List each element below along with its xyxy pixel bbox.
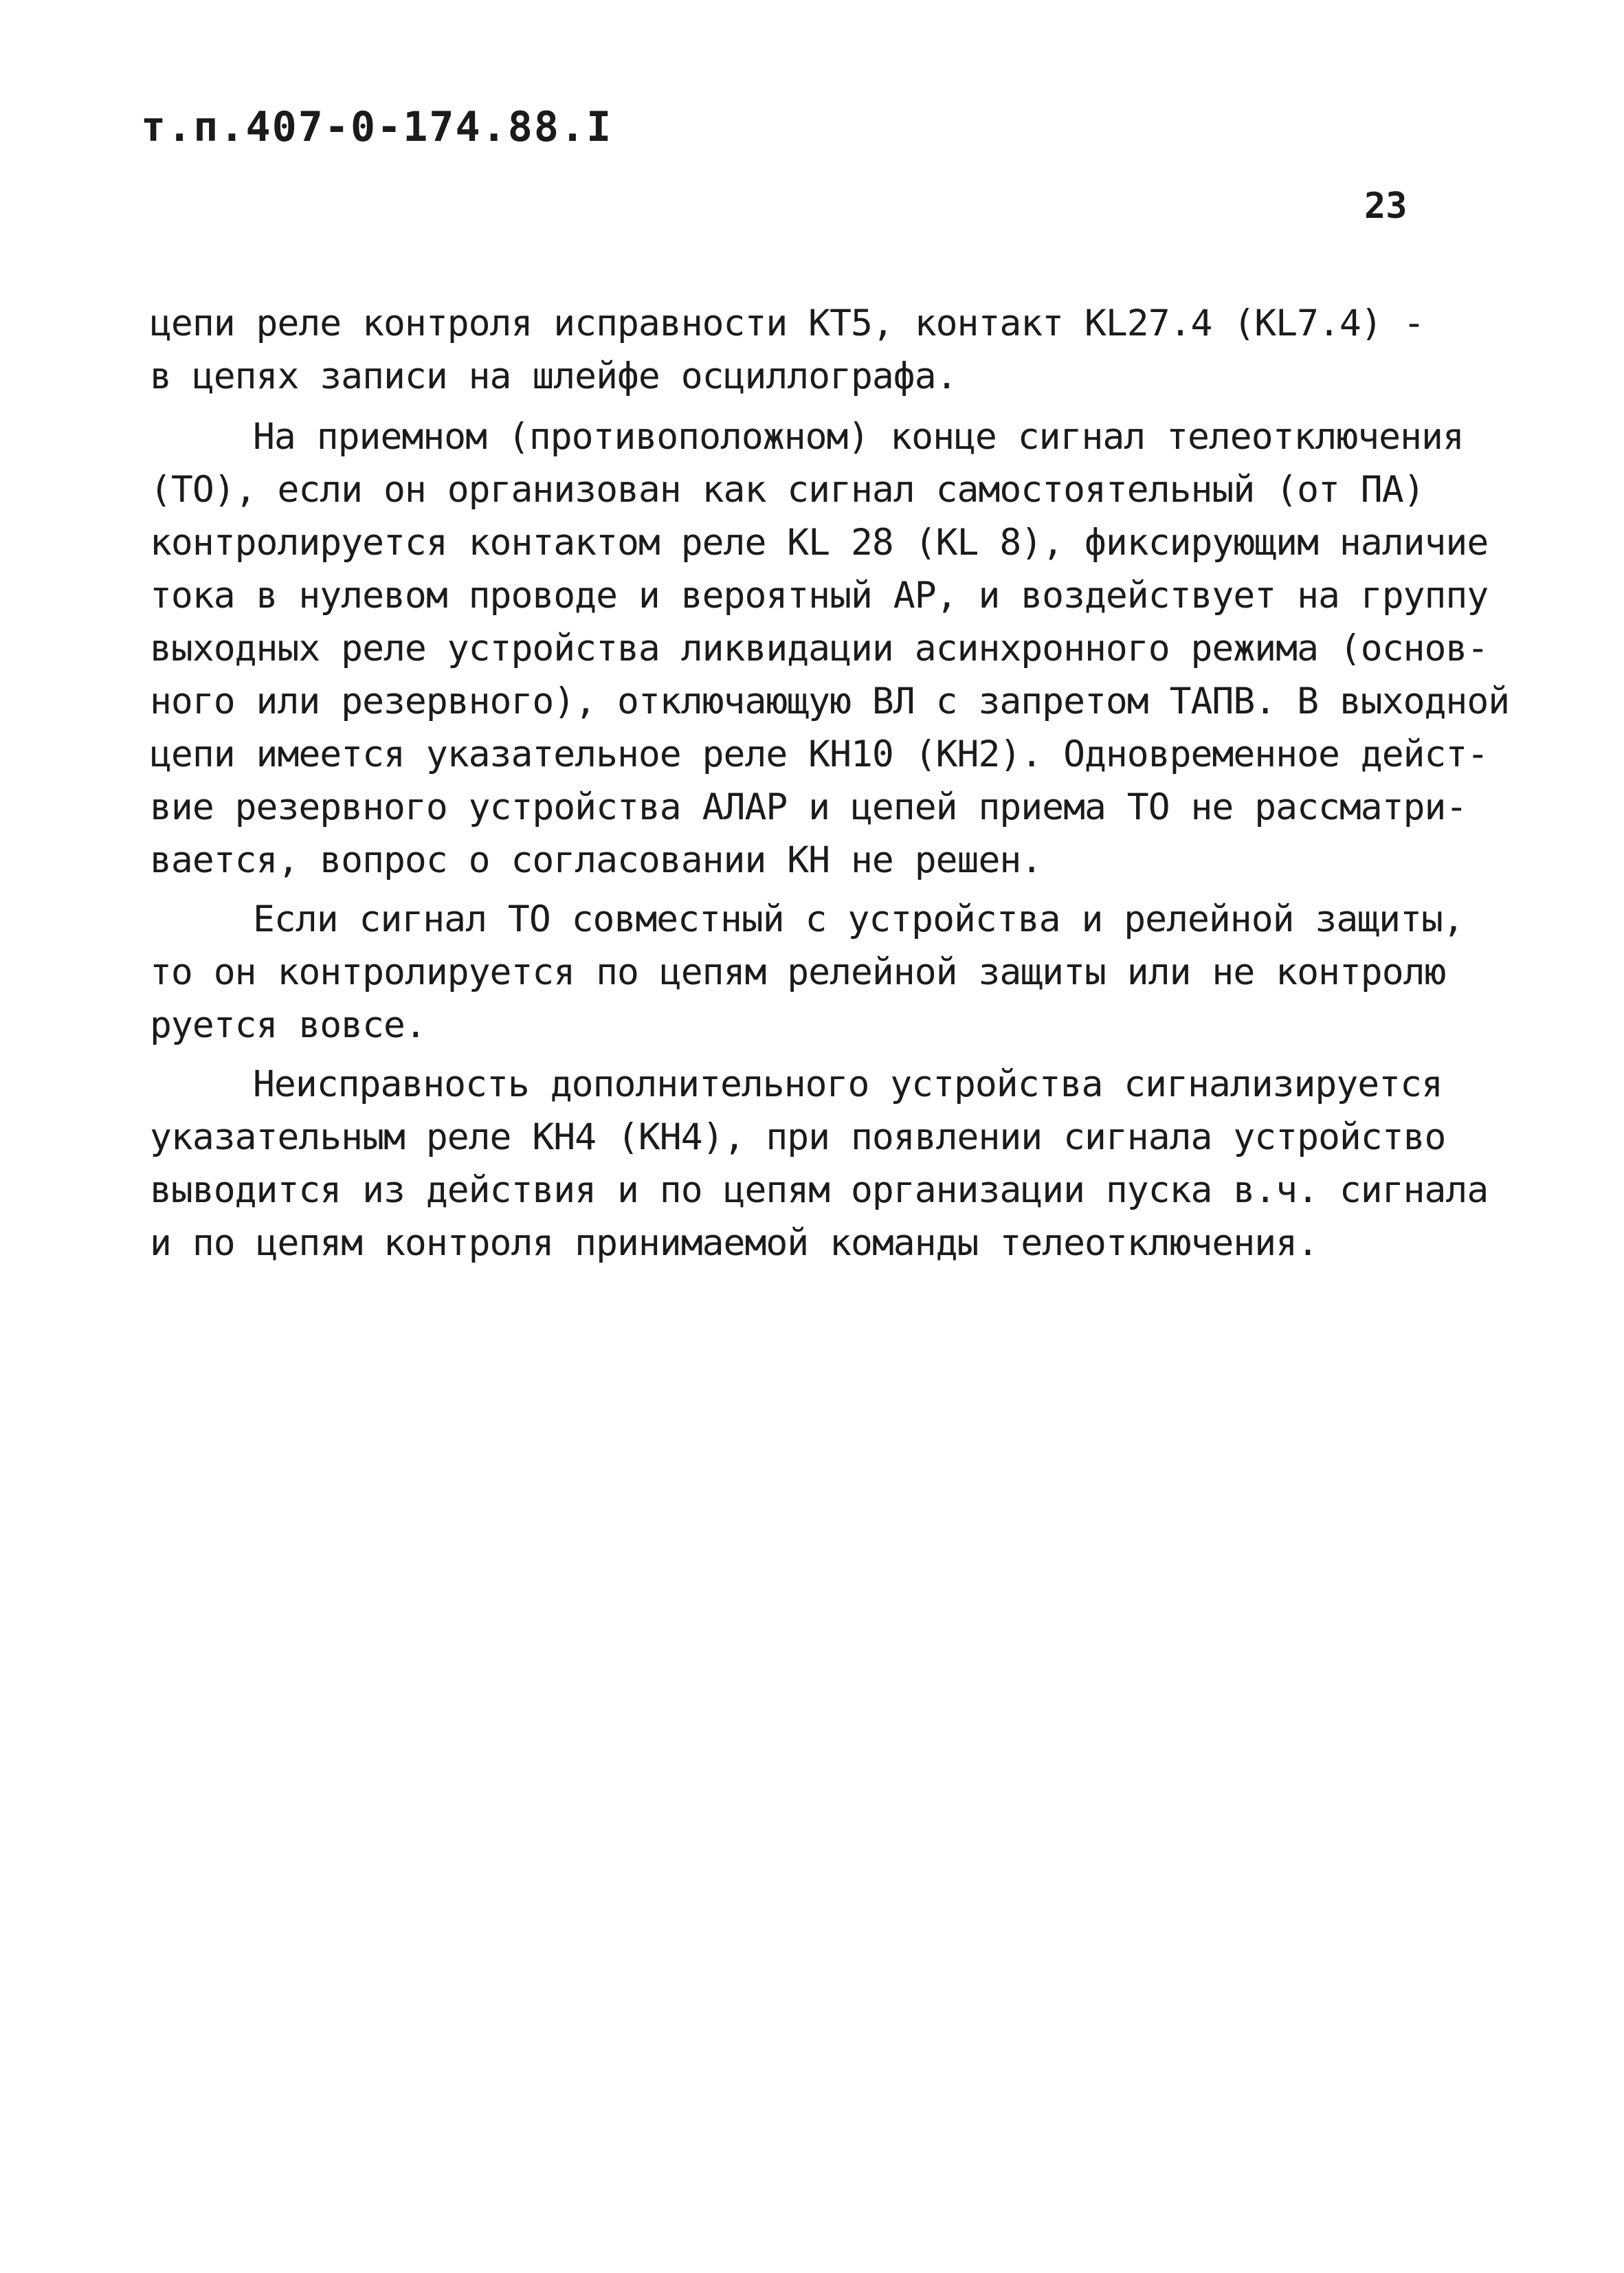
text-line-15: Неисправность дополнительного устройства сигнализируется <box>253 1063 1443 1105</box>
document-code: т.п.407-0-174.88.I <box>141 103 613 151</box>
text-line-2: в цепях записи на шлейфе осциллографа. <box>150 355 957 397</box>
text-line-6: тока в нулевом проводе и вероятный АР, и воздействует на группу <box>150 575 1489 617</box>
text-line-8: ного или резервного), отключающую ВЛ с запретом ТАПВ. В выходной <box>150 680 1510 722</box>
text-line-5: контролируется контактом реле КL 28 (КL 8), фиксирующим наличие <box>150 522 1489 564</box>
text-line-4: (ТО), если он организован как сигнал самостоятельный (от ПА) <box>150 469 1425 511</box>
text-line-12: Если сигнал ТО совместный с устройства и релейной защиты, <box>253 898 1464 940</box>
text-line-17: выводится из действия и по цепям организации пуска в.ч. сигнала <box>150 1169 1489 1211</box>
text-line-10: вие резервного устройства АЛАР и цепей приема ТО не рассматри- <box>150 786 1467 828</box>
text-line-9: цепи имеется указательное реле КН10 (КН2). Одновременное дейст- <box>150 733 1489 775</box>
text-line-18: и по цепям контроля принимаемой команды телеотключения. <box>150 1222 1318 1264</box>
text-line-1: цепи реле контроля исправности КТ5, контакт КL27.4 (КL7.4) - <box>150 302 1425 344</box>
text-line-16: указательным реле КН4 (КН4), при появлении сигнала устройство <box>150 1116 1446 1158</box>
text-line-3: На приемном (противоположном) конце сигнал телеотключения <box>253 416 1464 458</box>
page-number: 23 <box>1364 186 1408 227</box>
text-line-14: руется вовсе. <box>150 1004 426 1046</box>
text-line-7: выходных реле устройства ликвидации асинхронного режима (основ- <box>150 628 1489 669</box>
text-line-13: то он контролируется по цепям релейной защиты или не контролю <box>150 951 1446 993</box>
text-line-11: вается, вопрос о согласовании КН не решен. <box>150 839 1043 881</box>
